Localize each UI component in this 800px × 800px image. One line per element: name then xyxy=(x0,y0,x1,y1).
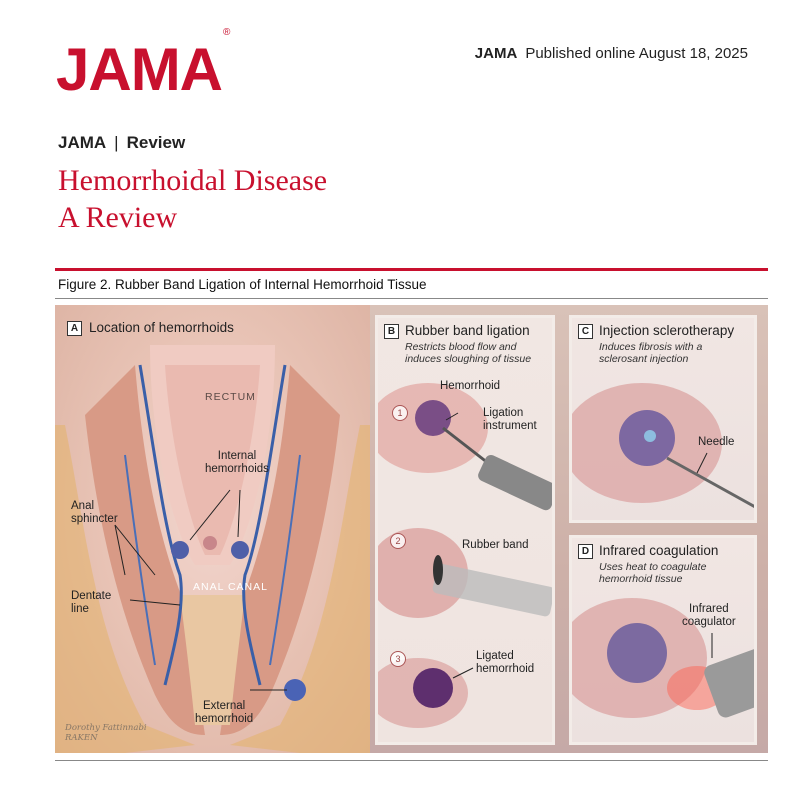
step-2-marker: 2 xyxy=(390,533,406,549)
label-anal-sphincter: Anal sphincter xyxy=(71,500,118,525)
figure-caption: Figure 2. Rubber Band Ligation of Internal Hemorrhoid Tissue xyxy=(58,277,427,292)
caption-top-rule xyxy=(55,268,768,271)
label-needle: Needle xyxy=(698,436,735,448)
article-subtitle: A Review xyxy=(58,201,178,234)
figure-illustration xyxy=(55,305,768,753)
panel-b-rubber-band-ligation xyxy=(375,315,555,745)
label-dentate-line: Dentate line xyxy=(71,590,112,615)
anatomy-illustration xyxy=(55,305,370,753)
label-external-hemorrhoid: External hemorrhoid xyxy=(195,700,254,725)
label-hemorrhoid: Hemorrhoid xyxy=(440,380,501,392)
panel-c-subtitle: Induces fibrosis with a sclerosant injection xyxy=(599,341,703,365)
panel-a-badge: A xyxy=(67,321,82,336)
panel-d-subtitle: Uses heat to coagulate hemorrhoid tissue xyxy=(599,561,707,585)
panel-c-title: Injection sclerotherapy xyxy=(599,323,735,338)
registered-mark: ® xyxy=(223,27,230,38)
label-rectum: RECTUM xyxy=(205,391,256,403)
panel-a-title: Location of hemorrhoids xyxy=(89,320,234,335)
label-ligated-hemorrhoid: Ligated hemorrhoid xyxy=(476,650,535,675)
step-1-marker: 1 xyxy=(392,405,408,421)
section-label: JAMA | Review xyxy=(58,133,186,152)
figure-bottom-rule xyxy=(55,760,768,761)
panel-d-badge: D xyxy=(578,544,593,559)
label-rubber-band: Rubber band xyxy=(462,539,529,551)
panel-d-infrared-coagulation xyxy=(569,535,757,745)
panel-c-injection-sclerotherapy xyxy=(569,315,757,523)
artist-signature: Dorothy Fattinnabi RAKEN xyxy=(65,723,147,743)
published-date: Published online August 18, 2025 xyxy=(525,45,748,62)
label-infrared-coagulator: Infrared coagulator xyxy=(682,603,736,628)
panel-b-subtitle: Restricts blood flow and induces sloughing of tissue xyxy=(405,341,532,365)
panel-d-title: Infrared coagulation xyxy=(599,543,719,558)
panel-b-badge: B xyxy=(384,324,399,339)
label-anal-canal: ANAL CANAL xyxy=(193,581,268,593)
panel-b-title: Rubber band ligation xyxy=(405,323,530,338)
panel-a-location xyxy=(55,305,370,753)
step-3-marker: 3 xyxy=(390,651,406,667)
jama-logo: JAMA® xyxy=(56,27,230,103)
caption-bottom-rule xyxy=(55,298,768,299)
panel-c-badge: C xyxy=(578,324,593,339)
article-title: Hemorrhoidal Disease xyxy=(58,164,328,197)
label-ligation-instrument: Ligation instrument xyxy=(483,407,537,432)
publication-line xyxy=(475,45,748,62)
label-internal-hemorrhoids: Internal hemorrhoids xyxy=(205,450,269,475)
journal-name: JAMA xyxy=(474,45,518,62)
